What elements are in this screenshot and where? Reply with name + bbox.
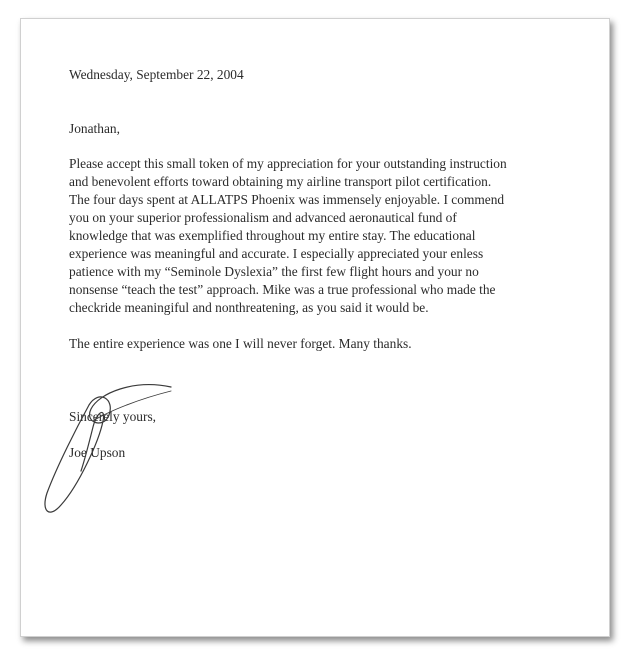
- closing-paragraph: The entire experience was one I will never forget. Many thanks.: [69, 336, 412, 351]
- body-paragraph: [69, 155, 507, 317]
- body-line: you on your superior professionalism and advanced aeronautical fund of: [69, 210, 457, 225]
- body-line: nonsense “teach the test” approach. Mike was a true professional who made the: [69, 282, 496, 297]
- letter-page: [20, 18, 610, 637]
- valediction: Sincerely yours,: [69, 409, 157, 424]
- body-line: and benevolent efforts toward obtaining my airline transport pilot certification.: [69, 174, 492, 189]
- body-line: Please accept this small token of my appreciation for your outstanding instruction: [69, 156, 507, 171]
- body-line: patience with my “Seminole Dyslexia” the first few flight hours and your no: [69, 264, 479, 279]
- salutation: Jonathan,: [69, 121, 120, 136]
- letter-date: Wednesday, September 22, 2004: [69, 67, 244, 82]
- body-line: knowledge that was exemplified throughout my entire stay. The educational: [69, 228, 476, 243]
- body-line: experience was meaningful and accurate. I especially appreciated your enless: [69, 246, 484, 261]
- body-line: checkride meaningiful and nonthreatening, as you said it would be.: [69, 300, 429, 315]
- body-line: The four days spent at ALLATPS Phoenix was immensely enjoyable. I commend: [69, 192, 505, 207]
- signer-name: Joe Upson: [69, 445, 126, 460]
